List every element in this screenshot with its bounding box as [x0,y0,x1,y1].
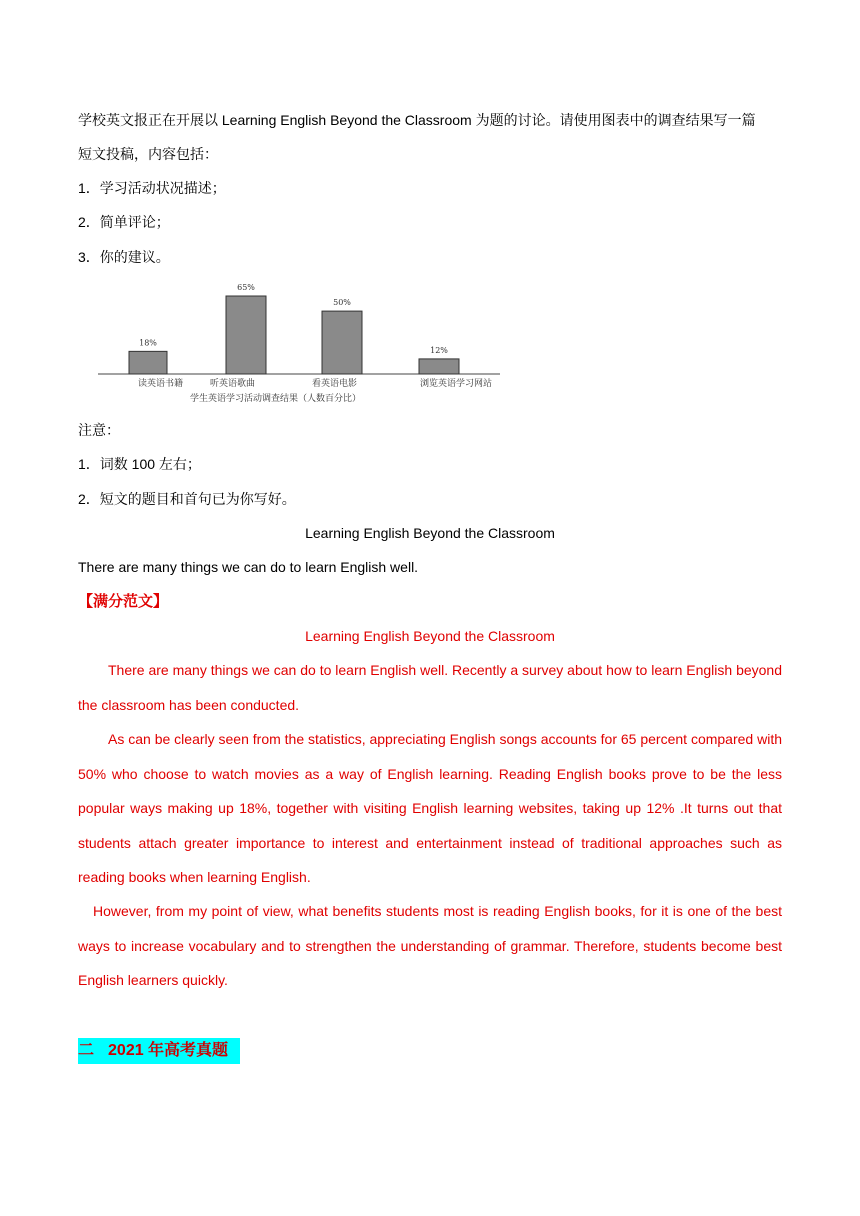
model-answer-paragraph-1: There are many things we can do to learn English well. Recently a survey about how to learn English beyond the classroom has been conducted. [78,662,782,713]
bar-value-label-1: 18% [139,338,157,348]
section-title: 2021 年高考真题 [108,1042,229,1059]
section-heading [78,1038,240,1064]
bar-value-label-4: 12% [430,345,448,355]
note-item-2: 2．短文的题目和首句已为你写好。 [78,491,296,507]
prompt-item-2: 2．简单评论； [78,214,170,230]
bar-value-label-3: 50% [333,298,351,308]
category-label-1: 读英语书籍 [138,379,184,389]
bar-2 [226,296,266,374]
notes-title: 注意： [78,422,120,438]
model-answer-paragraph-3: However, from my point of view, what benefits students most is reading English books, for it is one of the best ways to increase vocabulary and to strengthen the understanding of grammar. Therefore, students become best English learners quickly. [78,903,782,988]
category-label-3: 看英语电影 [312,379,358,389]
bar-1 [129,351,167,374]
model-answer-label: 【满分范文】 [78,593,169,610]
category-label-2: 听英语歌曲 [210,379,256,389]
note-item-1: 1．词数 100 左右； [78,456,201,472]
prompt-line-2: 短文投稿，内容包括： [78,146,218,162]
prompt-line-1: 学校英文报正在开展以 Learning English Beyond the Classroom 为题的讨论。请使用图表中的调查结果写一篇 [78,112,756,128]
chart-caption: 学生英语学习活动调查结果（人数百分比） [190,394,362,404]
bar-3 [322,311,362,374]
bar-value-label-2: 65% [237,283,255,292]
model-answer-paragraph-2: As can be clearly seen from the statistics, appreciating English songs accounts for 65 percent compared with 50% who choose to watch movies as a way of English learning. Reading English books prove to be the less popular ways making up 18%, together with visiting English learning websites, taking up 12% .It turns out that students attach greater importance to interest and entertainment instead of traditional approaches such as reading books when learning English. [78,731,782,885]
prompt-item-3: 3．你的建议。 [78,249,170,265]
essay-first-sentence: There are many things we can do to learn English well. [78,559,419,575]
model-answer-title: Learning English Beyond the Classroom [305,628,555,644]
section-number: 二 [78,1042,95,1059]
bar-4 [419,359,459,374]
survey-bar-chart [90,282,510,412]
prompt-item-1: 1．学习活动状况描述； [78,180,226,196]
essay-title: Learning English Beyond the Classroom [305,525,555,541]
category-label-4: 浏览英语学习网站 [420,379,493,389]
